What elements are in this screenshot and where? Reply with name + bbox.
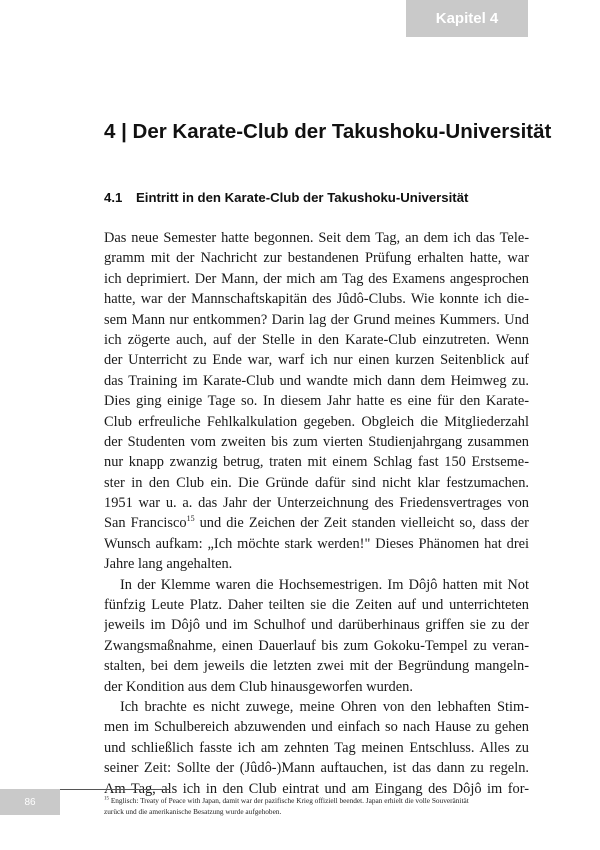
text-line: Dies ging einige Tage so. In diesem Jahr hatte es eine für den Karate- bbox=[104, 393, 529, 410]
footnote-number: 15 bbox=[104, 796, 109, 802]
text-line: ich deprimiert. Der Mann, der mich am Tag des Examens angesprochen bbox=[104, 270, 529, 287]
text-line: Ich brachte es nicht zuwege, meine Ohren von den lebhaften Stim- bbox=[120, 698, 529, 715]
text-line: Das neue Semester hatte begonnen. Seit dem Tag, an dem ich das Tele- bbox=[104, 230, 529, 246]
text-line: Zwangsmaßnahme, einen Dauerlauf bis zum Gokoku-Tempel zu veran- bbox=[104, 637, 529, 654]
footnote-divider bbox=[60, 789, 170, 790]
section-title-text: Eintritt in den Karate-Club der Takushoku-Universität bbox=[136, 190, 469, 205]
text-line bbox=[104, 513, 529, 533]
text-line: seiner Zeit: Sollte der (Jûdô-)Mann auftauchen, ist das dann zu regeln. bbox=[104, 760, 529, 777]
text-line: In der Klemme waren die Hochsemestrigen. Im Dôjô hatten mit Not bbox=[120, 576, 529, 593]
text-segment: San Francisco bbox=[104, 515, 187, 532]
text-line: fünfzig Leute Platz. Daher teilten sie die Zeiten auf und unterrichteten bbox=[104, 597, 529, 614]
text-line: gramm mit der Nachricht zur bestandenen Prüfung erhalten hatte, war bbox=[104, 250, 529, 267]
text-line: der Unterricht zu Ende war, warf ich nur einen kurzen Seitenblick auf bbox=[104, 352, 529, 369]
text-line: nur knapp zwanzig betrug, traten mit einem Schlag fast 150 Erstseme- bbox=[104, 454, 529, 471]
text-line: ster in den Club ein. Die Gründe dafür sind nicht klar festzumachen. bbox=[104, 474, 529, 491]
chapter-tab: Kapitel 4 bbox=[406, 0, 528, 37]
text-line: hatte, war der Mannschaftskapitän des Jûdô-Clubs. Wie konnte ich die- bbox=[104, 291, 529, 308]
text-line: Jahre lang angehalten. bbox=[104, 556, 233, 573]
text-line: das Training im Karate-Club und wandte mich dann dem Heimweg zu. bbox=[104, 372, 529, 389]
text-line: 1951 war u. a. das Jahr der Unterzeichnung des Friedensvertrages von bbox=[104, 495, 529, 512]
footnote-ref[interactable]: 15 bbox=[186, 514, 195, 524]
text-line: jeweils im Dôjô und im Schulhof und darüberhinaus griffen sie zu der bbox=[104, 617, 529, 634]
text-line: ich zögerte auch, auf der Stelle in den Karate-Club einzutreten. Wenn bbox=[104, 331, 529, 348]
footnote-line bbox=[104, 796, 529, 807]
footnote bbox=[104, 796, 529, 817]
footnote-line: zurück und die amerikanische Besatzung wurde aufgehoben. bbox=[104, 806, 282, 816]
chapter-title: 4 | Der Karate-Club der Takushoku-Universität bbox=[104, 120, 552, 143]
text-line: Club erfreuliche Fehlkalkulation gegeben. Obgleich die Mitgliederzahl bbox=[104, 413, 529, 430]
text-line: und schließlich fasste ich am zehnten Tag meinen Entschluss. Alles zu bbox=[104, 739, 529, 756]
footnote-text: Englisch: Treaty of Peace with Japan, damit war der pazifische Krieg offiziell beendet. Japan erhielt die volle Souveränität bbox=[110, 796, 469, 805]
section-title bbox=[104, 190, 468, 205]
text-line: Wunsch aufkam: „Ich möchte stark werden!" Dieses Phänomen hat drei bbox=[104, 535, 529, 552]
text-line: Am Tag, als ich in den Club eintrat und am Eingang des Dôjô im for- bbox=[104, 780, 529, 797]
text-line: der Studenten vom zweiten bis zum vierten Studienjahrgang zusammen bbox=[104, 433, 529, 450]
text-line: der Kondition aus dem Club hinausgeworfen wurden. bbox=[104, 678, 413, 695]
text-segment: und die Zeichen der Zeit standen vielleicht so, dass der bbox=[199, 515, 529, 532]
text-line: stalten, bei dem jeweils die letzten zwei mit der Begründung mangeln- bbox=[104, 658, 529, 675]
page-number: 86 bbox=[0, 789, 60, 815]
body-text bbox=[104, 228, 529, 799]
section-number: 4.1 bbox=[104, 190, 123, 205]
text-line: men im Schulbereich abzuwenden und einfach so nach Hause zu gehen bbox=[104, 719, 529, 736]
text-line: sem Mann nur entkommen? Darin lag der Grund meines Kummers. Und bbox=[104, 311, 529, 328]
